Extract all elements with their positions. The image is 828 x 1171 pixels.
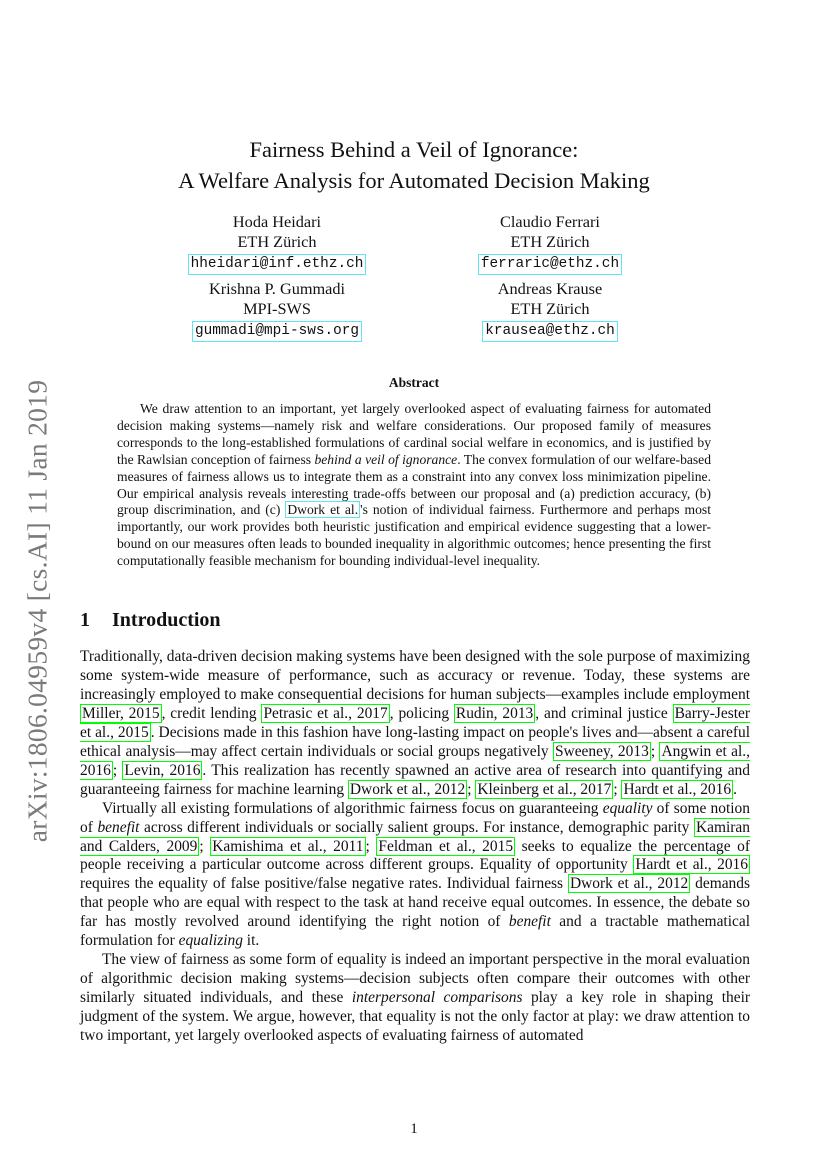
abstract-text-part: . The convex formulation of our welfare-based measures of fairness allows us to integrate them as a constraint into any convex loss minimization pipeline. Our empirical analysis reveals interesting trade-offs between our proposal and (a) prediction accuracy, (b) group discrimination, and (c) [117,451,712,518]
citation-link[interactable]: Kamishima et al., 2011 [212,837,364,855]
author-block [420,212,680,275]
title-line-2: A Welfare Analysis for Automated Decision Making [178,168,650,193]
author-email-link[interactable]: gummadi@mpi-sws.org [192,321,362,342]
citation-link[interactable]: Angwin et al., 2016 [80,742,750,779]
author-name: Claudio Ferrari [500,212,600,231]
citation-link[interactable]: Feldman et al., 2015 [378,837,514,855]
citation-link[interactable]: Petrasic et al., 2017 [263,704,388,722]
citation-link[interactable]: Dwork et al., 2012 [569,875,689,893]
arxiv-identifier: arXiv:1806.04959v4 [cs.AI] 11 Jan 2019 [21,379,52,843]
citation-link[interactable]: Hardt et al., 2016 [623,780,732,798]
paragraph: Virtually all existing formulations of algorithmic fairness focus on guaranteeing equality of some notion of benefit across different individuals or socially salient groups. For instance, demographic parity Kamiran and Calders, 2009 ; Kamishima et al., 2011 ; Feldman et al., 2015 seeks to equalize the percentage of people receiving a particular outcome across different groups. Equality of opportunity Hardt et al., 2016 requires the equality of false positive/false negative rates. Individual fairness Dwork et al., 2012 demands that people who are equal with respect to the task at hand receive equal outcomes. In essence, the debate so far has mostly revolved around identifying the right notion of benefit and a tractable mathematical formulation for equalizing it. [80,799,751,950]
author-name: Andreas Krause [497,279,603,298]
author-name: Hoda Heidari [232,212,322,231]
author-email-link[interactable]: ferraric@ethz.ch [478,254,622,275]
section-heading [80,609,221,632]
abstract-text-part: We draw attention to an important, yet largely overlooked aspect of evaluating fairness for automated decision making systems—namely risk and welfare considerations. Our proposed family of measures corresponds to the long-established formulations of cardinal social welfare in economics, and is justified by the Rawlsian conception of fairness [117,401,711,467]
citation-link[interactable]: Hardt et al., 2016 [635,856,748,874]
author-name: Krishna P. Gummadi [208,279,346,298]
author-affiliation: ETH Zürich [237,232,317,251]
paragraph: Traditionally, data-driven decision making systems have been designed with the sole purpose of maximizing some system-wide measure of performance, such as accuracy or revenue. Today, these systems are increasingly employed to make consequential decisions for human subjects—examples include employment Miller, 2015 , credit lending Petrasic et al., 2017 , policing Rudin, 2013 , and criminal justice Barry-Jester et al., 2015 . Decisions made in this fashion have long-lasting impact on people's lives and—absent a careful ethical analysis—may affect certain individuals or social groups negatively Sweeney, 2013 ; Angwin et al., 2016 ; Levin, 2016 . This realization has recently spawned an active area of research into quantifying and guaranteeing fairness for machine learning Dwork et al., 2012 ; Kleinberg et al., 2017 ; Hardt et al., 2016 . [80,648,751,798]
citation-link[interactable]: Rudin, 2013 [455,704,534,722]
citation-link[interactable]: Miller, 2015 [82,704,160,722]
author-block [147,212,407,275]
author-block [420,279,680,342]
abstract-text [117,401,711,570]
citation-link[interactable]: Sweeney, 2013 [554,742,649,760]
section-title: Introduction [112,609,221,631]
paragraph: The view of fairness as some form of equality is indeed an important perspective in the moral evaluation of algorithmic decision making systems—decision subjects often compare their outcomes with other similarly situated individuals, and these interpersonal comparisons play a key role in shaping their judgment of the system. We argue, however, that equality is not the only factor at play: we draw attention to two important, yet largely overlooked aspects of evaluating fairness of automated [80,951,750,1045]
paper-title [80,134,748,196]
author-email-link[interactable]: krausea@ethz.ch [482,321,618,342]
introduction-body [80,648,750,1046]
citation-link[interactable]: Barry-Jester et al., 2015 [80,704,751,741]
citation-link[interactable]: Kleinberg et al., 2017 [477,780,612,798]
author-affiliation: ETH Zürich [510,299,590,318]
author-email-link[interactable]: hheidari@inf.ethz.ch [188,254,367,275]
section-number: 1 [80,609,90,631]
page-number: 1 [410,1121,418,1137]
arxiv-sidebar [19,376,55,846]
citation-link[interactable]: Levin, 2016 [124,761,201,779]
author-affiliation: MPI-SWS [243,299,311,318]
abstract-emphasis: behind a veil of ignorance [314,451,458,467]
abstract-heading: Abstract [388,375,440,390]
citation-link[interactable]: Kamiran and Calders, 2009 [80,818,750,855]
citation-link[interactable]: Dwork et al., 2012 [349,780,466,798]
citation-link[interactable]: Dwork et al. [287,502,359,518]
author-affiliation: ETH Zürich [510,232,590,251]
title-line-1: Fairness Behind a Veil of Ignorance: [249,137,579,162]
abstract-text-part: 's notion of individual fairness. Furthermore and perhaps most importantly, our work provides both heuristic justification and empirical evidence suggesting that a lower-bound on our measures often leads to bounded inequality in algorithmic outcomes; hence presenting the first computationally feasible mechanism for bounding individual-level inequality. [117,502,711,569]
author-block [147,279,407,342]
